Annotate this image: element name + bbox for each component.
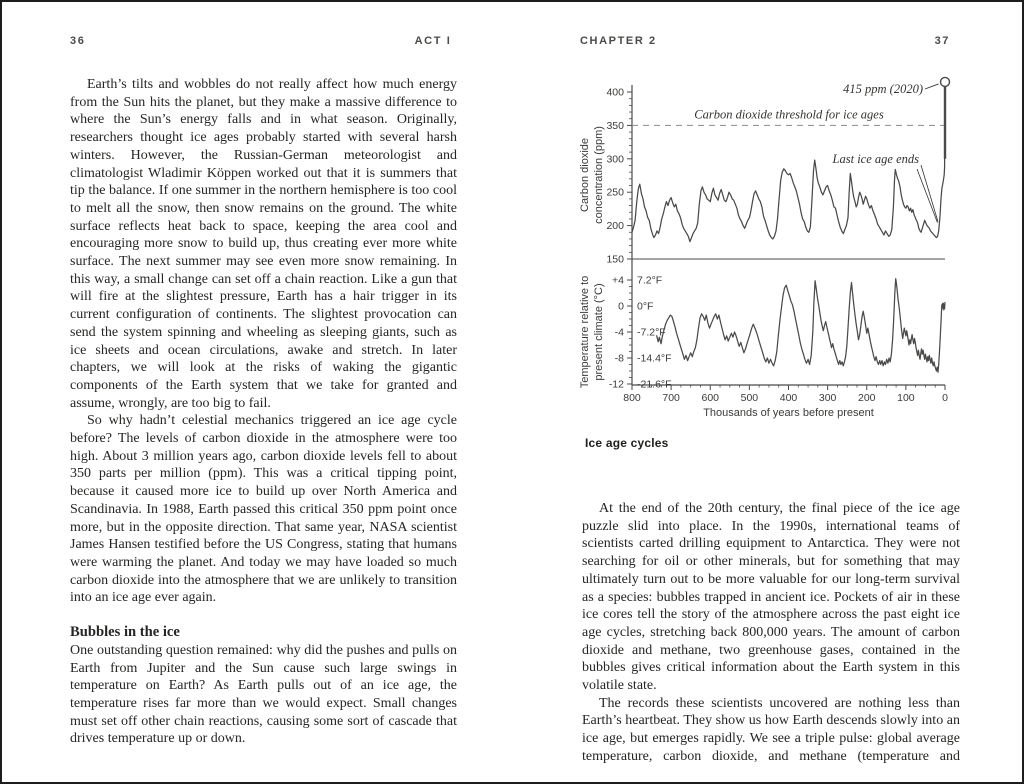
svg-text:-14.4°F: -14.4°F [637,352,672,365]
x-axis-label: Thousands of years before present [703,407,874,419]
svg-text:800: 800 [623,392,641,404]
paragraph: So why hadn’t celestial mechanics triggered an ice age cycle before? The levels of carbon dioxide in the atmosphere were too high. About 3 million years ago, carbon dioxide levels fell to about 350 parts per million (ppm). This was a critical tipping point, because it caused more ice to build up over North America and Scandinavia. In 1988, Earth passed this critical 350 ppm point once more, but in the opposite direction. That same year, NASA scientist James Hansen testified before the US Congress, stating that humans were warming the planet. And today we may have loaded so much carbon dioxide into the atmosphere that we are unlikely to transition into an ice age ever again. [70,413,457,606]
svg-text:400: 400 [606,86,624,99]
svg-text:300: 300 [606,153,624,166]
svg-text:500: 500 [740,392,759,404]
last-ice-age-label: Last ice age ends [832,152,919,166]
y-axis-label: Temperature relative to [579,275,591,389]
svg-text:+4: +4 [612,274,624,287]
figure-caption: Ice age cycles [585,436,669,450]
co2-endpoint-marker [941,77,950,86]
svg-text:400: 400 [779,392,798,404]
svg-text:-12: -12 [608,378,624,391]
left-page-text [70,76,457,748]
right-page-text [582,500,960,766]
svg-text:-7.2°F: -7.2°F [637,326,666,339]
co2-threshold-label: Carbon dioxide threshold for ice ages [694,107,884,122]
svg-text:200: 200 [857,392,876,404]
paragraph: One outstanding question remained: why did the pushes and pulls on Earth from Jupiter and the Sun cause such large swings in temperature on Earth? As Earth pulls out of an ice age, the temperature rises far more than we would expect. Small changes must set off other chain reactions, causing some sort of cascade that drives temperature up or down. [70,642,457,747]
y-axis-label: Carbon dioxide [579,138,591,212]
svg-text:300: 300 [818,392,837,404]
svg-text:-4: -4 [614,326,624,339]
y-axis-label: present climate (°C) [593,283,605,381]
temperature-series [657,279,945,373]
svg-text:100: 100 [897,392,915,404]
page-number-left: 36 [70,35,86,47]
svg-text:0°F: 0°F [637,300,654,313]
svg-text:-8: -8 [614,352,624,365]
svg-text:150: 150 [606,253,624,266]
svg-text:0: 0 [942,392,948,404]
svg-text:0: 0 [618,300,624,313]
co2-endpoint-label: 415 ppm (2020) [843,82,923,96]
section-heading: Bubbles in the ice [70,624,180,641]
paragraph: Earth’s tilts and wobbles do not really affect how much energy from the Sun hits the planet, but they make a massive difference to where the Sun’s energy falls and in what season. Originally, researchers thought ice ages probably started with several harsh winters. However, the Russian-German meteorologist and climatologist Wladimir Köppen worked out that it is summers that tip the balance. If one summer in the northern hemisphere is too cool to melt all the snow, then snow remains on the ground. The white surface reflects heat back to space, keeping the area cool and encouraging more snow to build up, thus creating ever more white surface. The next summer may see even more snow remaining. In this way, a small change can set off a chain reaction. Like a gun that will fire at the slightest pressure, Earth has a hair trigger in its current configuration of continents. The slightest provocation can send the system spinning and wheeling as sleeping giants, such as ice sheets and ocean circulations, awake and stretch. In later chapters, we will look at the risks of waking the gigantic components of the Earth system that we take for granted and assume, wrongly, are too big to fail. [70,77,457,411]
svg-text:700: 700 [662,392,680,404]
y-axis-label: concentration (ppm) [593,126,605,224]
svg-text:-21.6°F: -21.6°F [637,378,672,391]
svg-text:7.2°F: 7.2°F [637,274,663,287]
svg-text:250: 250 [606,186,624,199]
running-head-left: ACT I [414,35,452,47]
ice-age-cycles-figure [567,67,977,422]
svg-text:600: 600 [701,392,720,404]
svg-text:200: 200 [606,220,624,233]
svg-text:350: 350 [606,119,624,132]
running-head-right: CHAPTER 2 [580,35,657,47]
paragraph: The records these scientists uncovered are nothing less than Earth’s heartbeat. They show us how Earth descends slowly into an ice age, but emerges rapidly. We see a triple pulse: global average temperature, carbon dioxide, and methane (temperature and [582,695,960,764]
ice-age-cycles-chart [567,67,977,422]
page-number-right: 37 [934,35,950,47]
paragraph: At the end of the 20th century, the final piece of the ice age puzzle slid into place. In the 1990s, international teams of scientists carted drilling equipment to Antarctica. They were not searching for oil or other minerals, but for something that may ultimately turn out to be more valuable for our long-term survival as a species: bubbles trapped in ancient ice. Pockets of air in these ice cores tell the story of the atmosphere across the past eight ice age cycles, stretching back 800,000 years. The amount of carbon dioxide and methane, two greenhouse gases, contained in the bubbles gives critical information about the Earth system in this volatile state. [582,501,960,694]
